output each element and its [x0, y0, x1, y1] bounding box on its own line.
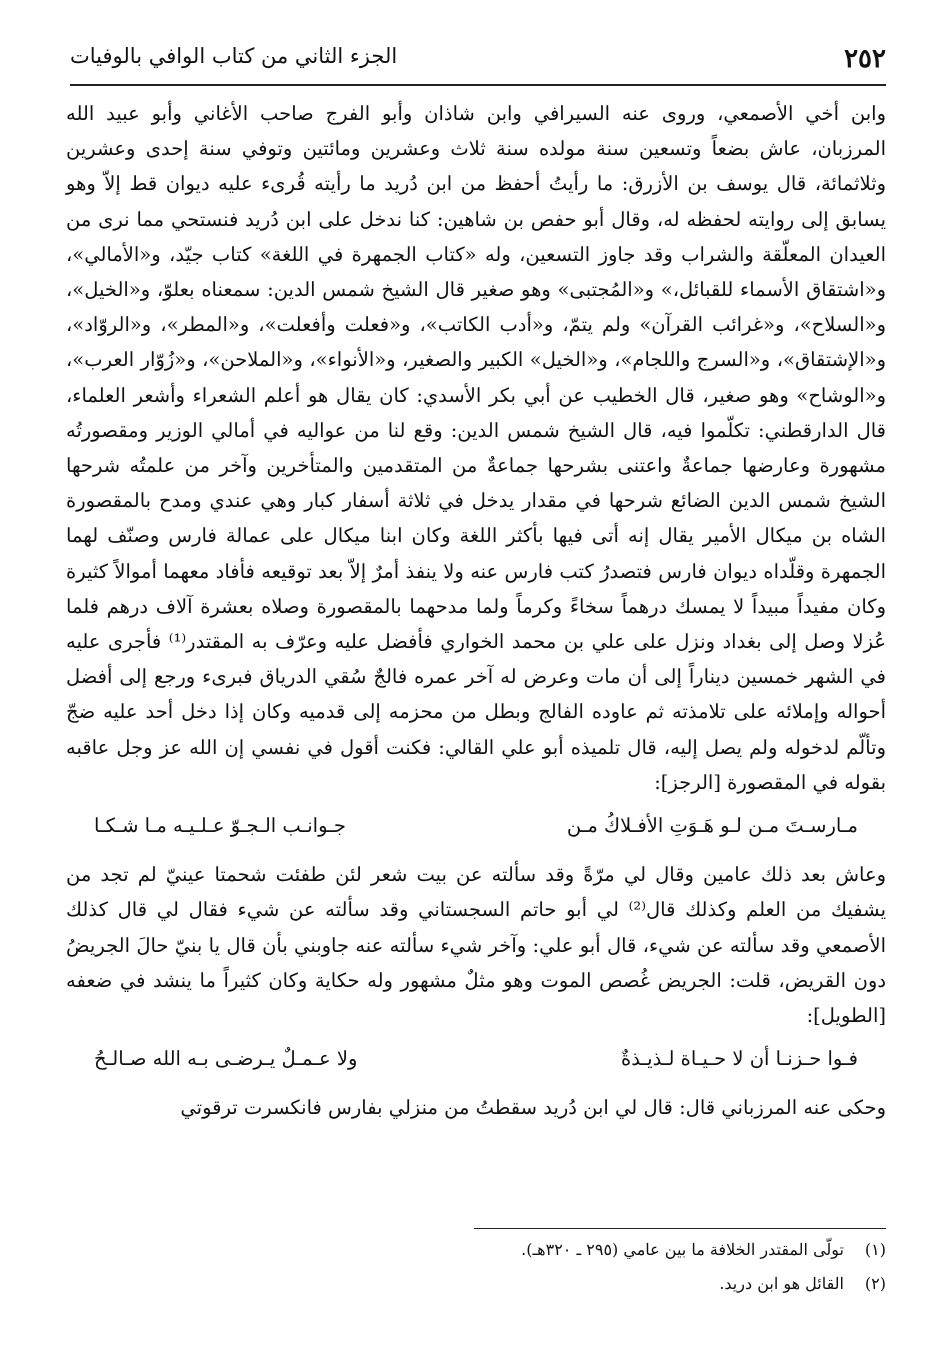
verse-1-second-hemistich: جـوانـب الـجـوّ عـلـيـه مـا شـكـا — [94, 814, 346, 838]
footnote-2-number: (٢) — [864, 1274, 886, 1293]
footnote-1-number: (١) — [864, 1240, 886, 1259]
running-title: الجزء الثاني من كتاب الوافي بالوفيات — [70, 44, 398, 68]
page-header — [70, 38, 886, 86]
footnote-1-text: تولّى المقتدر الخلافة ما بين عامي (٢٩٥ ـ ٣٢٠هـ). — [521, 1240, 844, 1259]
verse-2-second-hemistich: ولا عـمـلٌ يـرضـى بـه الله صـالـحُ — [94, 1047, 358, 1071]
footnote-divider — [474, 1228, 886, 1229]
verse-1 — [94, 808, 858, 843]
page-number: ٢٥٢ — [844, 44, 886, 74]
verse-2-first-hemistich: فـوا حـزنـا أن لا حـيـاة لـذيـذةٌ — [621, 1047, 858, 1071]
main-text — [66, 96, 886, 1126]
footnotes — [66, 1228, 886, 1301]
paragraph-3: وحكى عنه المرزباني قال: قال لي ابن دُريد سقطتُ من منزلي بفارس فانكسرت ترقوتي — [180, 1096, 886, 1120]
verse-1-first-hemistich: مـارسـتَ مـن لـو هَـوَتِ الأفـلاكُ مـن — [566, 814, 858, 838]
paragraph-1: وابن أخي الأصمعي، وروى عنه السيرافي وابن شاذان وأبو الفرج صاحب الأغاني وأبو عبيد الله المرزبان، عاش بضعاً وتسعين سنة مولده سنة ثلاث وعشرين ومائتين وتوفي سنة إحدى وعشرين وثلاثمائة، قال يوسف بن الأزرق: ما رأيتُ أحفظ من ابن دُريد ما رأيته قُرىء عليه ديوان قط إلاّ وهو يسابق إلى روايته لحفظه له، وقال أبو حفص بن شاهين: كنا ندخل على ابن دُريد فنستحي مما نرى من العيدان المعلّقة والشراب وقد جاوز التسعين، وله «كتاب الجمهرة في اللغة» كتاب جيّد، و«الأمالي»، و«اشتقاق الأسماء للقبائل،» و«المُجتبى» وهو صغير قال الشيخ شمس الدين: سمعناه بعلوّ، و«الخيل»، و«السلاح»، و«غرائب القرآن» ولم يتمّ، و«أدب الكاتب»، و«فعلت وأفعلت»، و«المطر»، و«الروّاد»، و«الإشتقاق»، و«السرج واللجام»، و«الخيل» الكبير والصغير، و«الأنواء»، و«الملاحن»، و«زُوّار العرب»، و«الوشاح» وهو صغير، قال الخطيب عن أبي بكر الأسدي: كان يقال هو أعلم الشعراء وأشعر العلماء، قال الدارقطني: تكلّموا فيه، قال الشيخ شمس الدين: وقع لنا من عواليه في أمالي الوزير ومقصورتُه مشهورة وعارضها جماعةٌ واعتنى بشرحها جماعةٌ من المتقدمين والمتأخرين وآخر من علمتُه شرحها الشيخ شمس الدين الضائع شرحها في مقدار يدخل في ثلاثة أسفار كبار وهي عندي ومدح بالمقصورة الشاه بن ميكال الأمير يقال إنه أتى فيها بأكثر اللغة وكان ابنا ميكال على عمالة فارس وصنّف لهما الجمهرة وقلّداه ديوان فارس فتصدرُ كتب فارس عنه ولا ينفذ أمرٌ إلاّ بعد توقيعه فأفاد معهما أموالاً كثيرة وكان مفيداً مبيداً لا يمسك درهماً سخاءً وكرماً ولما مدحهما بالمقصورة وصلاه بعشرة آلاف درهم فلما عُزلا وصل إلى بغداد ونزل على علي بن محمد الخواري فأفضل عليه وعرّف به المقتدر⁽¹⁾ فأجرى عليه في الشهر خمسين ديناراً إلى أن مات وعرض له آخر عمره فالجٌ سُقي الدرياق فبرىء ورجع إلى أفضل أحواله وإملائه على تلامذته ثم عاوده الفالج وبطل من محزمه إلى قدميه وكان إذا دخل أحد عليه ضجّ وتألّم لدخوله ولم يصل إليه، قال تلميذه أبو علي القالي: فكنت أقول في نفسي إن الله عز وجل عاقبه بقوله في المقصورة [الرجز]: — [66, 102, 886, 794]
paragraph-2: وعاش بعد ذلك عامين وقال لي مرّةً وقد سألته عن بيت شعر لئن طفئت شحمتا عينيّ لم تجد من يشفيك من العلم وكذلك قال⁽²⁾ لي أبو حاتم السجستاني وقد سألته عن شيء فقال لي قال كذلك الأصمعي وقد سألته عن شيء، قال أبو علي: وآخر شيء سألته عنه جاوبني بأن قال يا بنيّ حالَ الجريضُ دون القريض، قلت: الجريض غُصص الموت وهو مثلٌ مشهور وله حكاية وكان كثيراً ما ينشد في ضعفه [الطويل]: — [66, 863, 886, 1028]
footnote-2-text: القائل هو ابن دريد. — [719, 1274, 844, 1293]
verse-2 — [94, 1041, 858, 1076]
footnote-1 — [66, 1233, 886, 1267]
footnote-2 — [66, 1267, 886, 1301]
